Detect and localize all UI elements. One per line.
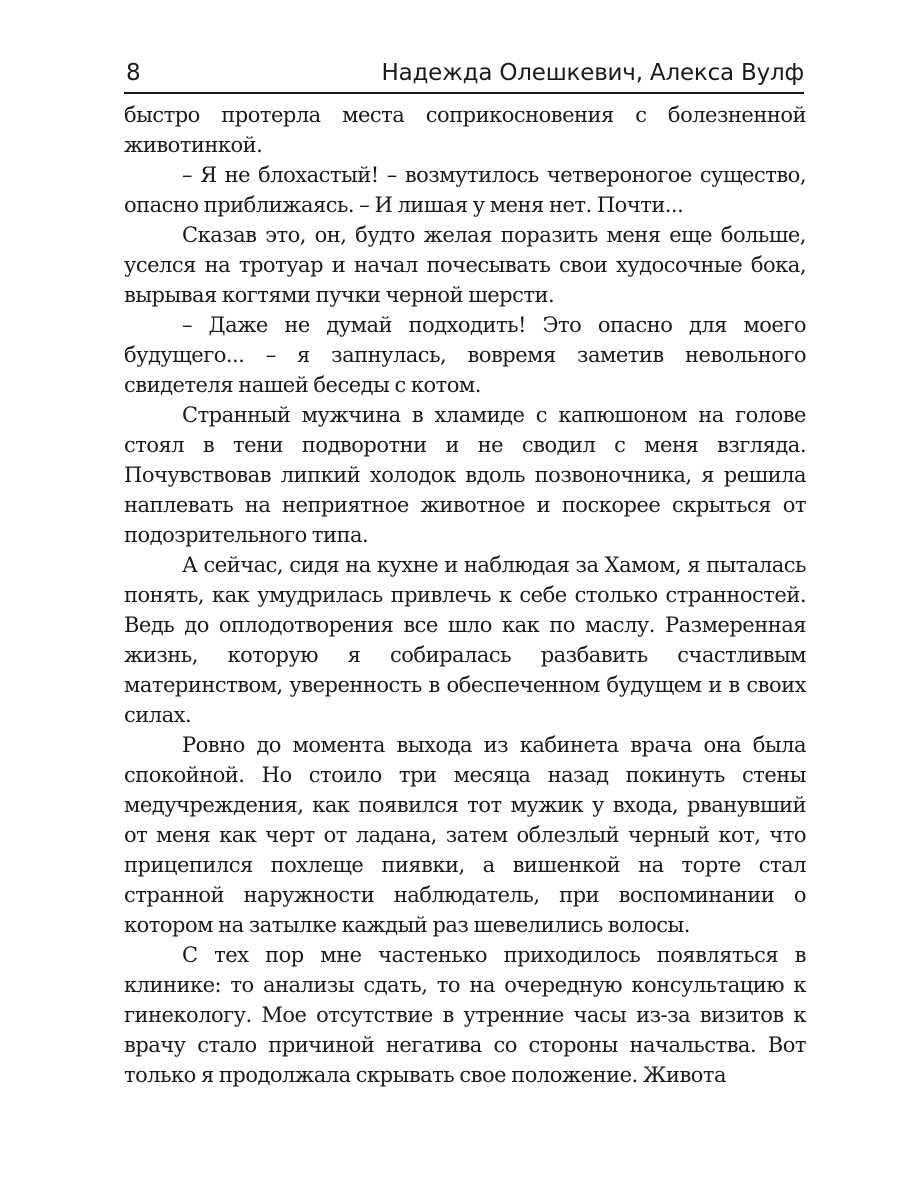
- paragraph: – Даже не думай подходить! Это опасно для моего будущего... – я запнулась, вовремя заметив невольного свидетеля нашей беседы с котом.: [124, 313, 806, 397]
- paragraph: Странный мужчина в хламиде с капюшоном на голове стоял в тени подворотни и не сводил с меня взгляда. Почувствовав липкий холодок вдоль позвоночника, я решила наплевать на неприятное животное и поскорее скрыться от подозрительного типа.: [124, 403, 806, 547]
- paragraph: С тех пор мне частенько приходилось появляться в клинике: то анализы сдать, то на очередную консультацию к гинекологу. Мое отсутствие в утренние часы из-за визитов к врачу стало причиной негатива со стороны начальства. Вот только я продолжала скрывать свое положение. Живота: [124, 943, 806, 1087]
- paragraph: – Я не блохастый! – возмутилось четвероногое существо, опасно приближаясь. – И лишая у меня нет. Почти...: [124, 163, 806, 217]
- running-header: [124, 54, 804, 94]
- paragraph: Сказав это, он, будто желая поразить меня еще больше, уселся на тротуар и начал почесывать свои худосочные бока, вырывая когтями пучки черной шерсти.: [124, 223, 806, 307]
- paragraph: А сейчас, сидя на кухне и наблюдая за Хамом, я пыталась понять, как умудрилась привлечь к себе столько странностей. Ведь до оплодотворения все шло как по маслу. Размеренная жизнь, которую я собиралась разбавить счастливым материнством, уверенность в обеспеченном будущем и в своих силах.: [124, 553, 806, 727]
- paragraph: быстро протерла места соприкосновения с болезненной животинкой.: [124, 103, 806, 157]
- book-authors: Надежда Олешкевич, Алекса Вулф: [381, 60, 804, 86]
- paragraph: Ровно до момента выхода из кабинета врача она была спокойной. Но стоило три месяца назад покинуть стены медучреждения, как появился тот мужик у входа, рванувший от меня как черт от ладана, затем облезлый черный кот, что прицепился похлеще пиявки, а вишенкой на торте стал странной наружности наблюдатель, при воспоминании о котором на затылке каждый раз шевелились волосы.: [124, 733, 806, 937]
- page-number: 8: [126, 60, 141, 86]
- body-text: [124, 100, 806, 1090]
